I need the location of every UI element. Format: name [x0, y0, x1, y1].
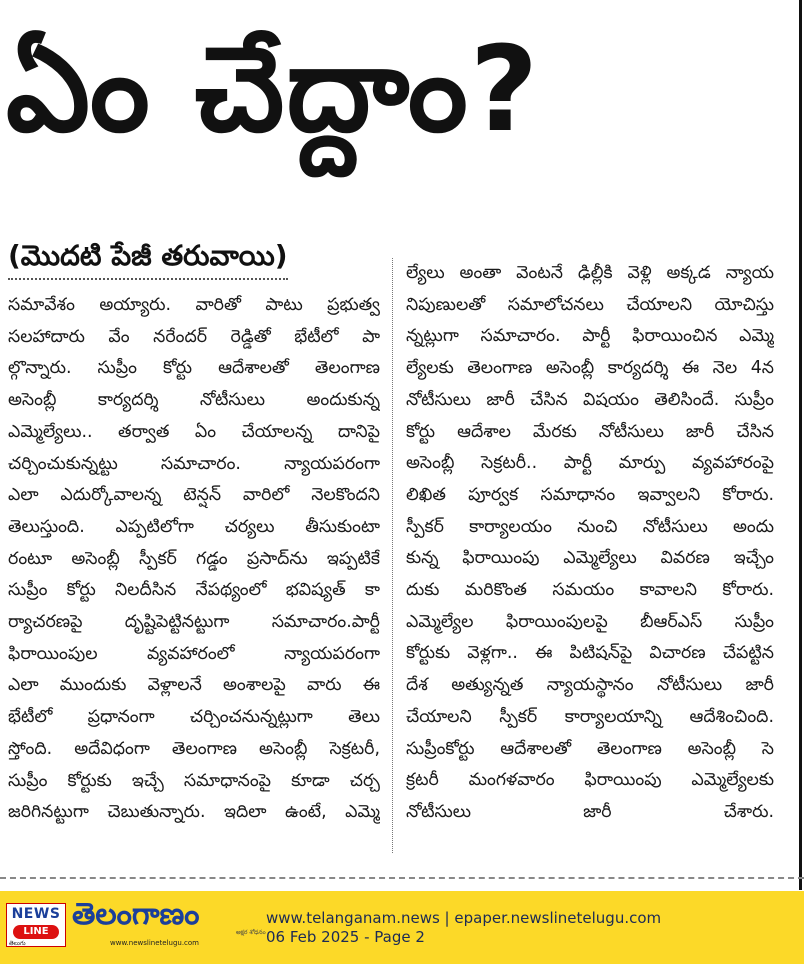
article-line: న్నట్లుగా సమాచారం. పార్టీ ఫిరాయించిన ఎమ్మె: [406, 326, 774, 347]
article-line: సుప్రీంకోర్టు ఆదేశాలతో తెలంగాణ అసెంబ్లీ సె: [406, 738, 774, 759]
article-line: ఫిరాయింపుల వ్యవహారంలో న్యాయపరంగా: [8, 643, 380, 664]
article-line: సుప్రీం కోర్టుకు ఇచ్చే సమాధానంపై కూడా చర్చ: [8, 770, 380, 791]
article-line: స్పీకర్ కార్యాలయం నుంచి నోటీసులు అందు: [406, 516, 774, 537]
article-line: ల్యేలు అంతా వెంటనే ఢిల్లీకి వెళ్లి అక్కడ న్యాయ: [406, 263, 774, 283]
telanganam-logo[interactable]: తెలంగాణం: [72, 897, 200, 932]
article-line: నిపుణులతో సమాలోచనలు చేయాలని యోచిస్తు: [406, 294, 774, 315]
article-line: సలహాదారు వేం నరేందర్ రెడ్డితో భేటీలో పా: [8, 326, 380, 347]
article-line: ఎమ్మెల్యేలు.. తర్వాత ఏం చేయాలన్న దానిపై: [8, 421, 380, 442]
article-line: దేశ అత్యున్నత న్యాయస్థానం నోటీసులు జారీ: [406, 675, 774, 696]
page-right-border: [799, 0, 802, 890]
footer-info: [266, 909, 661, 947]
article-line: అసెంబ్లీ సెక్రటరీ.. పార్టీ మార్పు వ్యవహారంపై: [406, 453, 774, 474]
footer-bar: [0, 891, 804, 964]
article-line: కోర్టు ఆదేశాల మేరకు నోటీసులు జారీ చేసిన: [406, 421, 774, 442]
article-line: లిఖిత పూర్వక సమాధానం ఇవ్వాలని కోరారు.: [406, 484, 774, 505]
article-line: క్రటరీ మంగళవారం ఫిరాయింపు ఎమ్మెల్యేలకు: [406, 770, 774, 791]
article-line: ల్గొన్నారు. సుప్రీం కోర్టు ఆదేశాలతో తెలంగాణ: [8, 358, 380, 379]
brand-url: www.newslinetelugu.com: [110, 939, 199, 947]
article-line: జరిగినట్టుగా చెబుతున్నారు. ఇదిలా ఉంటే, ఎమ్మె: [8, 802, 380, 823]
newsline-logo[interactable]: [6, 903, 66, 947]
article-line: కున్న ఫిరాయింపు ఎమ్మెల్యేలు వివరణ ఇచ్చేం: [406, 548, 774, 569]
article-line: చర్చించుకున్నట్టు సమాచారం. న్యాయపరంగా: [8, 453, 380, 474]
article-line: చేయాలని స్పీకర్ కార్యాలయాన్ని ఆదేశించింది.: [406, 706, 774, 727]
brand-tagline: అక్షర శోధనం: [236, 929, 266, 936]
column-divider: [392, 258, 394, 853]
logo-telugu-text: తెలుగు: [9, 940, 26, 947]
article-line: అసెంబ్లీ కార్యదర్శి నోటీసులు అందుకున్న: [8, 390, 380, 411]
logo-news-text: NEWS: [11, 906, 61, 922]
headline: ఏం చేద్దాం?: [6, 20, 541, 158]
article-line: స్తోంది. అదేవిధంగా తెలంగాణ అసెంబ్లీ సెక్రటరీ,: [8, 738, 380, 759]
article-line: భేటీలో ప్రధానంగా చర్చించనున్నట్లుగా తెలు: [8, 707, 380, 728]
site-links[interactable]: www.telanganam.news | epaper.newslinetelugu.com: [266, 909, 662, 927]
article-line: ఎలా ఎదుర్కోవాలన్న టెన్షన్ వారిలో నెలకొందని: [8, 485, 380, 506]
article-line: సుప్రీం కోర్టు నిలదీసిన నేపథ్యంలో భవిష్యత్ కా: [8, 580, 380, 601]
article-line: దుకు మరికొంత సమయం కావాలని కోరారు.: [406, 580, 774, 601]
article-line: సమావేశం అయ్యారు. వారితో పాటు ప్రభుత్వ: [8, 295, 380, 315]
article-line: నోటీసులు జారీ చేసిన విషయం తెలిసిందే. సుప్రీం: [406, 389, 774, 410]
continuation-label: (మొదటి పేజీ తరువాయి): [8, 236, 288, 280]
date-page: 06 Feb 2025 - Page 2: [266, 928, 425, 946]
article-line: నోటీసులు జారీ చేశారు.: [406, 801, 774, 822]
article-column-left: [8, 290, 380, 829]
article-column-right: [406, 258, 774, 829]
article-line: తెలుస్తుంది. ఎప్పటిలోగా చర్యలు తీసుకుంటా: [8, 516, 380, 537]
logo-line-text: LINE: [13, 925, 59, 939]
article-line: ఎమ్మెల్యేల ఫిరాయింపులపై బీఆర్ఎస్ సుప్రీం: [406, 611, 774, 632]
article-line: ల్యేలకు తెలంగాణ అసెంబ్లీ కార్యదర్శి ఈ నెల 4న: [406, 358, 774, 379]
article-line: ర్యాచరణపై దృష్టిపెట్టినట్టుగా సమాచారం.పార్టీ: [8, 612, 380, 633]
footer-divider: [0, 877, 804, 879]
article-line: ఎలా ముందుకు వెళ్లాలనే అంశాలపై వారు ఈ: [8, 675, 380, 696]
article-line: కోర్టుకు వెళ్లగా.. ఈ పిటిషన్‌పై విచారణ చేపట్టిన: [406, 643, 774, 664]
article-line: రంటూ అసెంబ్లీ స్పీకర్ గడ్డం ప్రసాద్‌ను ఇప్పటికే: [8, 548, 380, 569]
